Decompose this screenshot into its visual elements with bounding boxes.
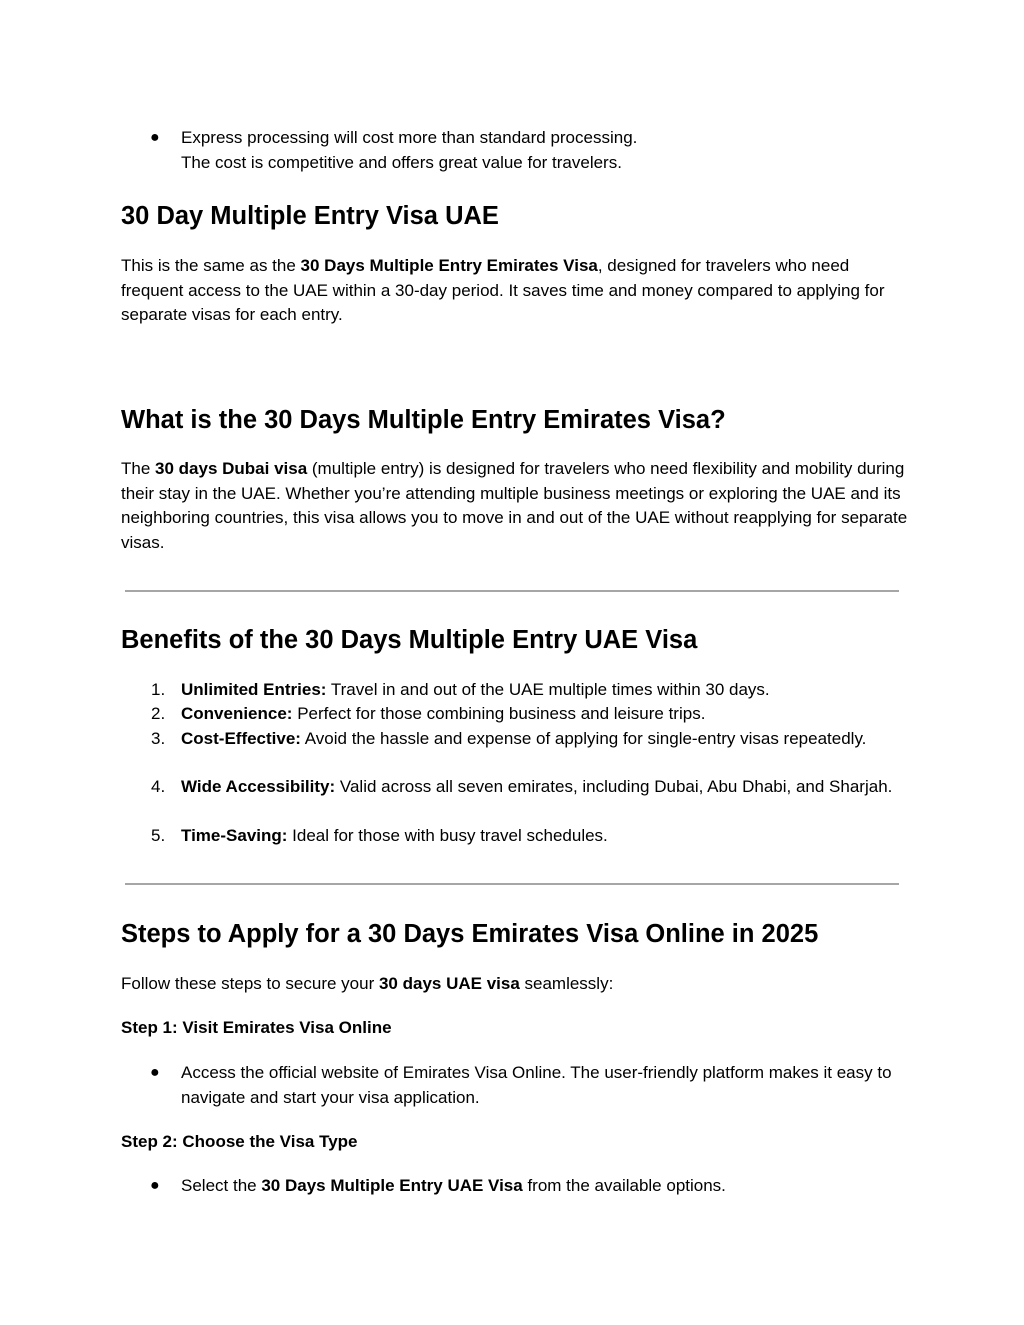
list-item-bold: Unlimited Entries: (181, 680, 327, 699)
section2-text-after: (multiple entry) is designed for travelers who need flexibility and mobility during their stay in the UAE. Whether you’re attending multiple business meetings or exploring the UAE and its neighboring countries, this visa allows you to move in and out of the UAE without reapplying for separate visas. (121, 459, 908, 552)
list-item-text: Travel in and out of the UAE multiple times within 30 days. (326, 680, 770, 699)
step-1-bullet: Access the official website of Emirates Visa Online. The user-friendly platform makes it easy to navigate and start your visa application. (181, 1063, 892, 1107)
bullet-item (181, 126, 911, 175)
list-item (181, 775, 911, 800)
list-number: 4. (151, 777, 166, 796)
list-number: 2. (151, 704, 166, 723)
list-item-bold: Wide Accessibility: (181, 777, 336, 796)
list-item-text: Perfect for those combining business and leisure trips. (292, 704, 706, 723)
horizontal-divider (125, 883, 899, 885)
section1-text-after: , designed for travelers who need frequent access to the UAE within a 30-day period. It saves time and money compared to applying for separate visas for each entry. (121, 256, 885, 324)
list-item-text: Valid across all seven emirates, including Dubai, Abu Dhabi, and Sharjah. (335, 777, 893, 796)
list-item-text: Ideal for those with busy travel schedules. (287, 826, 608, 845)
list-item-bold: Convenience: (181, 704, 293, 723)
section2-paragraph (121, 457, 911, 555)
section2-text-before: The (121, 459, 156, 478)
list-item-bold: Time-Saving: (181, 826, 288, 845)
section-heading-what-is: What is the 30 Days Multiple Entry Emirates Visa? (121, 406, 726, 434)
list-item (181, 824, 911, 849)
section-heading-30-day-multiple-entry: 30 Day Multiple Entry Visa UAE (121, 202, 499, 230)
section1-text-before: This is the same as the (121, 256, 301, 275)
section-heading-benefits: Benefits of the 30 Days Multiple Entry UAE Visa (121, 626, 698, 654)
section1-paragraph (121, 254, 911, 328)
horizontal-divider (125, 590, 899, 592)
step-2-bullet (181, 1174, 911, 1199)
bullet-symbol: ● (150, 1177, 160, 1194)
step-2-bullet-after: from the available options. (522, 1176, 726, 1195)
list-item (181, 702, 911, 727)
list-number: 1. (151, 680, 166, 699)
section-heading-steps: Steps to Apply for a 30 Days Emirates Visa Online in 2025 (121, 920, 819, 948)
list-item-bold: Cost-Effective: (181, 729, 301, 748)
list-item (181, 727, 911, 752)
section1-text-bold: 30 Days Multiple Entry Emirates Visa (300, 256, 598, 275)
bullet-line-1: Express processing will cost more than standard processing. (181, 128, 638, 147)
steps-intro-bold: 30 days UAE visa (378, 974, 520, 993)
list-item-text: Avoid the hassle and expense of applying for single-entry visas repeatedly. (300, 729, 867, 748)
bullet-symbol: ● (150, 129, 160, 146)
step-2-title: Step 2: Choose the Visa Type (121, 1132, 358, 1151)
bullet-line-2: The cost is competitive and offers great value for travelers. (181, 152, 622, 172)
section2-text-bold: 30 days Dubai visa (155, 459, 308, 478)
steps-intro-after: seamlessly: (519, 974, 614, 993)
steps-intro (121, 972, 911, 997)
list-item (181, 678, 911, 703)
list-number: 3. (151, 729, 166, 748)
step-1-title: Step 1: Visit Emirates Visa Online (121, 1018, 392, 1037)
bullet-symbol: ● (150, 1064, 160, 1081)
step-2-bullet-before: Select the (181, 1176, 262, 1195)
step-2-bullet-bold: 30 Days Multiple Entry UAE Visa (261, 1176, 523, 1195)
steps-intro-before: Follow these steps to secure your (121, 974, 379, 993)
list-number: 5. (151, 826, 166, 845)
